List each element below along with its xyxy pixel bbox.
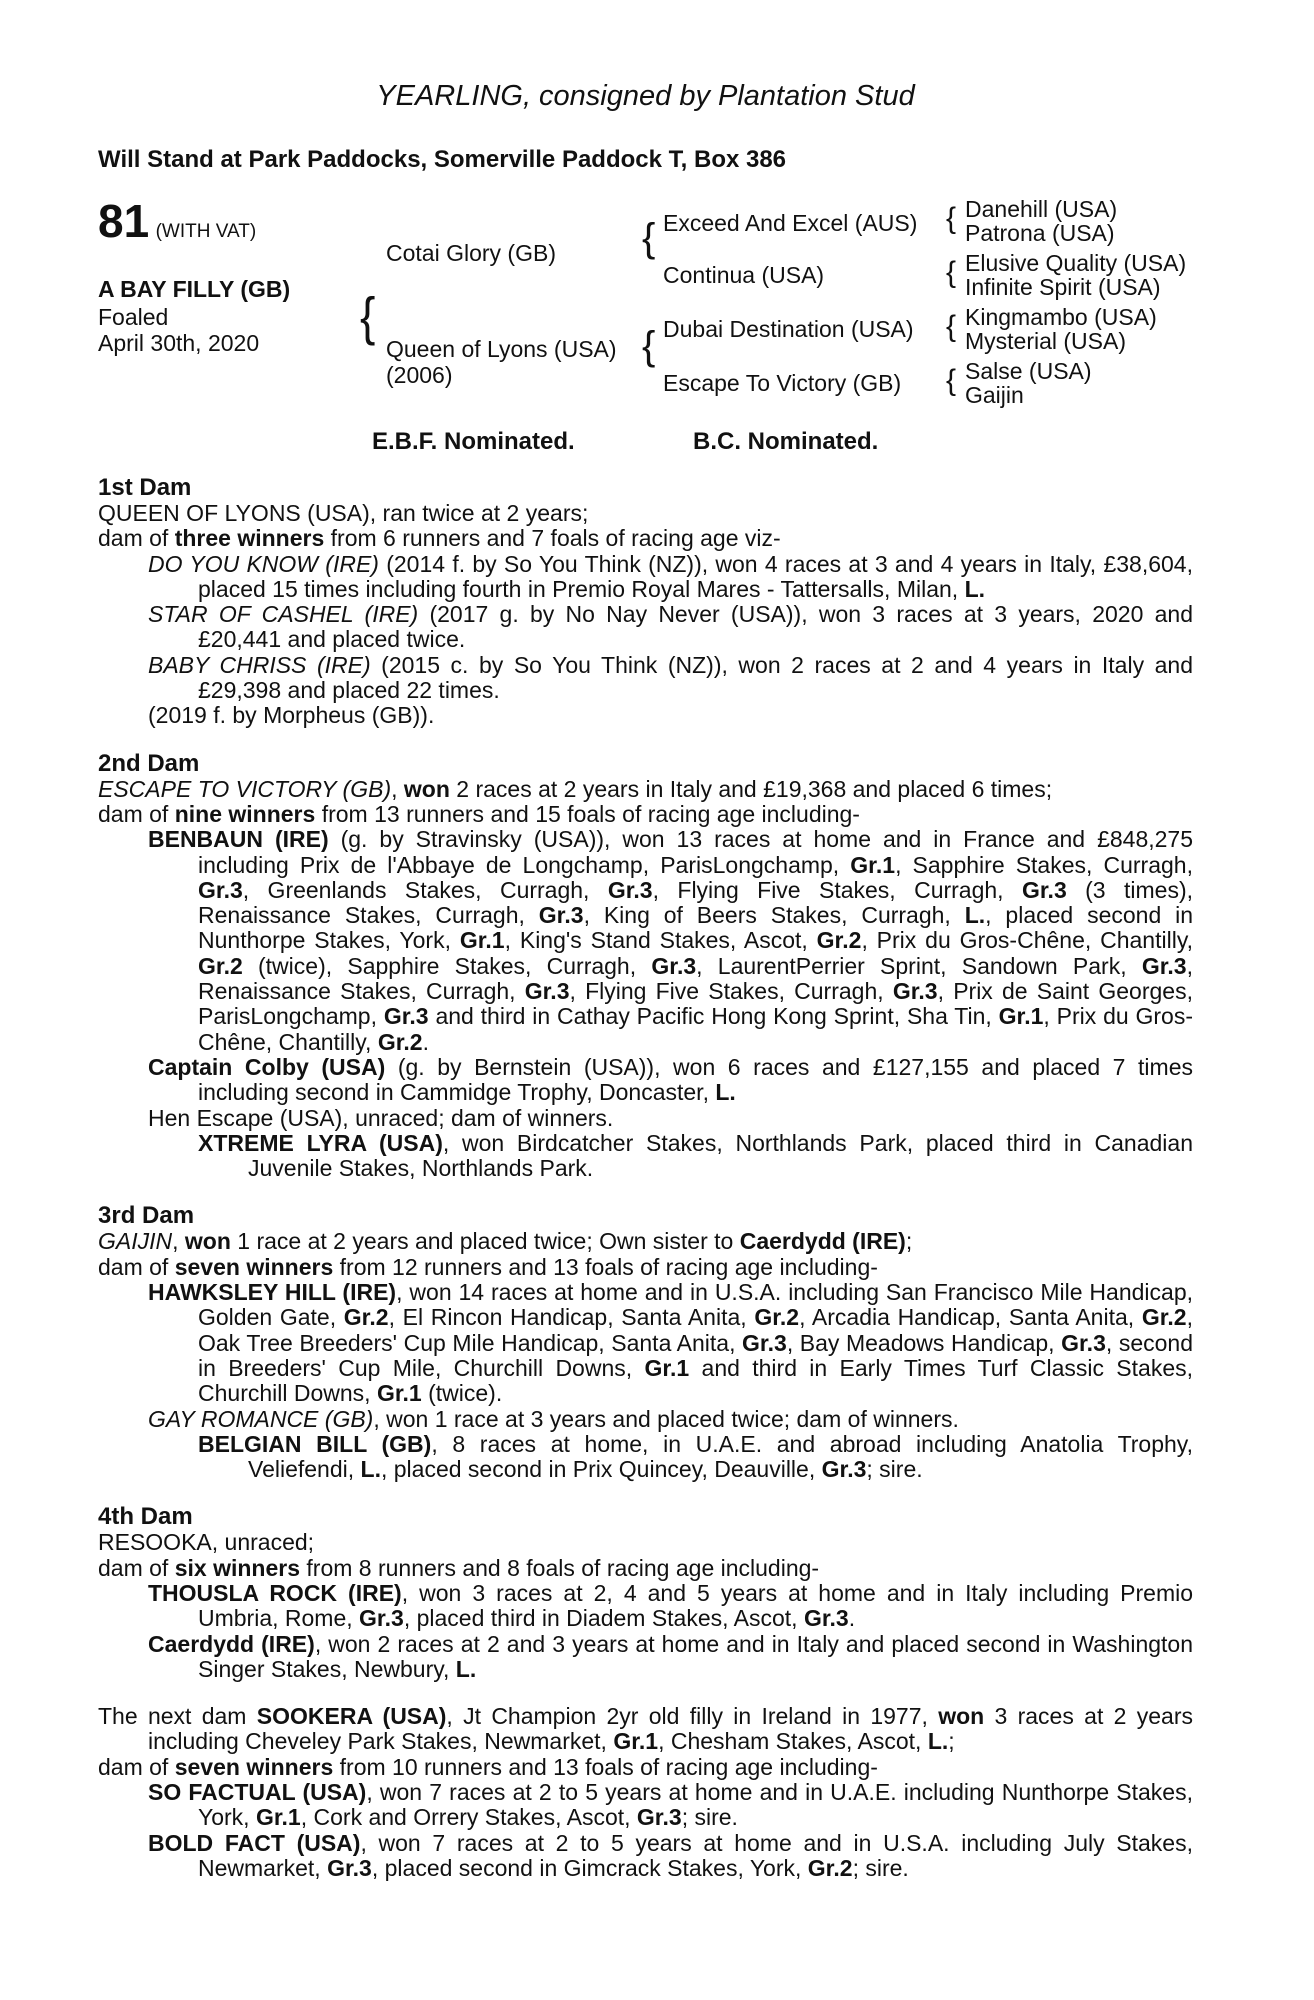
produce-do-you-know: DO YOU KNOW (IRE) (2014 f. by So You Think (NZ)), won 4 races at 3 and 4 years in Italy, £38,604, placed 15 times including fourth in Premio Royal Mares - Tattersalls, Milan, L.	[148, 550, 1193, 602]
brace-dam: {	[642, 324, 656, 368]
brace-dd: {	[946, 364, 957, 397]
vat-note: (WITH VAT)	[155, 221, 257, 242]
ds-dam: Mysterial (USA)	[965, 328, 1127, 354]
next-dam-name: The next dam SOOKERA (USA), Jt Champion 2yr old filly in Ireland in 1977, won 3 races at 2 years including Cheveley Park Stakes, Newmarket, Gr.1, Chesham Stakes, Ascot, L.;	[98, 1703, 1193, 1755]
produce-caerdydd: Caerdydd (IRE), won 2 races at 2 and 3 years at home and in Italy and placed second in Washington Singer Stakes, Newbury, L.	[148, 1630, 1193, 1682]
lot-number: 81	[98, 195, 150, 247]
produce-baby-chriss: BABY CHRISS (IRE) (2015 c. by So You Think (NZ)), won 2 races at 2 and 4 years in Italy and £29,398 and placed 22 times.	[148, 651, 1193, 704]
foaled-label: Foaled	[98, 304, 169, 330]
dam-dam: Escape To Victory (GB)	[663, 370, 902, 396]
brace-gen1: {	[360, 286, 376, 346]
produce-2019-filly: (2019 f. by Morpheus (GB)).	[148, 702, 435, 729]
dam-year: (2006)	[386, 362, 453, 388]
consignor-title: YEARLING, consigned by Plantation Stud	[376, 80, 915, 112]
dd-dam: Gaijin	[965, 382, 1024, 408]
first-dam-heading: 1st Dam	[98, 474, 192, 501]
ds-sire: Kingmambo (USA)	[965, 304, 1157, 330]
produce-hawksley-hill: HAWKSLEY HILL (IRE), won 14 races at home and in U.S.A. including San Francisco Mile Handicap, Golden Gate, Gr.2, El Rincon Handicap, Santa Anita, Gr.2, Arcadia Handicap, Santa Anita, Gr.2, Oak Tree Breeders' Cup Mile Handicap, Santa Anita, Gr.3, Bay Meadows Handicap, Gr.3, second in Breeders' Cup Mile, Churchill Downs, Gr.1 and third in Early Times Turf Classic Stakes, Churchill Downs, Gr.1 (twice).	[148, 1279, 1193, 1407]
produce-captain-colby: Captain Colby (USA) (g. by Bernstein (USA)), won 6 races and £127,155 and placed 7 times including second in Cammidge Trophy, Doncaster, L.	[148, 1053, 1193, 1106]
produce-so-factual: SO FACTUAL (USA), won 7 races at 2 to 5 years at home and in U.A.E. including Nunthorpe Stakes, York, Gr.1, Cork and Orrery Stakes, Ascot, Gr.3; sire.	[148, 1779, 1193, 1831]
third-dam-section	[98, 1203, 1193, 1482]
produce-benbaun: BENBAUN (IRE) (g. by Stravinsky (USA)), won 13 races at home and in France and £848,275 including Prix de l'Abbaye de Longchamp, ParisLongchamp, Gr.1, Sapphire Stakes, Curragh, Gr.3, Greenlands Stakes, Curragh, Gr.3, Flying Five Stakes, Curragh, Gr.3 (3 times), Renaissance Stakes, Curragh, Gr.3, King of Beers Stakes, Curragh, L., placed second in Nunthorpe Stakes, York, Gr.1, King's Stand Stakes, Ascot, Gr.2, Prix du Gros-Chêne, Chantilly, Gr.2 (twice), Sapphire Stakes, Curragh, Gr.3, LaurentPerrier Sprint, Sandown Park, Gr.3, Renaissance Stakes, Curragh, Gr.3, Flying Five Stakes, Curragh, Gr.3, Prix de Saint Georges, ParisLongchamp, Gr.3 and third in Cathay Pacific Hong Kong Sprint, Sha Tin, Gr.1, Prix du Gros-Chêne, Chantilly, Gr.2.	[148, 826, 1194, 1055]
third-dam-summary: dam of seven winners from 12 runners and 13 foals of racing age including-	[98, 1253, 878, 1280]
produce-hen-escape: Hen Escape (USA), unraced; dam of winners.	[148, 1104, 614, 1131]
produce-xtreme-lyra: XTREME LYRA (USA), won Birdcatcher Stakes, Northlands Park, placed third in Canadian Juvenile Stakes, Northlands Park.	[198, 1129, 1193, 1182]
second-dam-name: ESCAPE TO VICTORY (GB), won 2 races at 2 years in Italy and £19,368 and placed 6 times;	[98, 775, 1053, 802]
bc-nominated: B.C. Nominated.	[693, 428, 879, 455]
brace-ds: {	[946, 310, 957, 343]
dam: Queen of Lyons (USA)	[386, 336, 617, 362]
second-dam-section	[98, 751, 1193, 1182]
next-dam-summary: dam of seven winners from 10 runners and 13 foals of racing age including-	[98, 1753, 878, 1780]
sire: Cotai Glory (GB)	[386, 240, 556, 266]
produce-belgian-bill: BELGIAN BILL (GB), 8 races at home, in U.A.E. and abroad including Anatolia Trophy, Veliefendi, L., placed second in Prix Quincey, Deauville, Gr.3; sire.	[198, 1430, 1193, 1483]
sd-dam: Infinite Spirit (USA)	[965, 274, 1161, 300]
fourth-dam-heading: 4th Dam	[98, 1503, 193, 1531]
lot-name: A BAY FILLY (GB)	[98, 276, 291, 302]
third-dam-name: GAIJIN, won 1 race at 2 years and placed twice; Own sister to Caerdydd (IRE);	[98, 1228, 913, 1255]
brace-sire: {	[642, 216, 656, 260]
sire-sire: Exceed And Excel (AUS)	[663, 210, 918, 236]
stand-location: Will Stand at Park Paddocks, Somerville Paddock T, Box 386	[98, 146, 787, 173]
first-dam-summary: dam of three winners from 6 runners and 7 foals of racing age viz-	[98, 525, 781, 552]
dam-sire: Dubai Destination (USA)	[663, 316, 914, 342]
next-dam-section	[98, 1704, 1193, 1881]
produce-thousla-rock: THOUSLA ROCK (IRE), won 3 races at 2, 4 and 5 years at home and in Italy including Premio Umbria, Rome, Gr.3, placed third in Diadem Stakes, Ascot, Gr.3.	[148, 1579, 1194, 1632]
sire-dam: Continua (USA)	[663, 262, 825, 288]
brace-ss: {	[946, 202, 957, 235]
ebf-nominated: E.B.F. Nominated.	[372, 428, 575, 455]
ss-dam: Patrona (USA)	[965, 220, 1115, 246]
foaled-date: April 30th, 2020	[98, 330, 260, 356]
produce-bold-fact: BOLD FACT (USA), won 7 races at 2 to 5 years at home and in U.S.A. including July Stakes, Newmarket, Gr.3, placed second in Gimcrack Stakes, York, Gr.2; sire.	[148, 1829, 1193, 1881]
fourth-dam-section	[98, 1504, 1193, 1682]
first-dam-name: QUEEN OF LYONS (USA), ran twice at 2 years;	[98, 500, 589, 526]
second-dam-heading: 2nd Dam	[98, 749, 200, 777]
lot-number-line	[98, 195, 257, 247]
produce-star-of-cashel: STAR OF CASHEL (IRE) (2017 g. by No Nay Never (USA)), won 3 races at 3 years, 2020 and £20,441 and placed twice.	[148, 601, 1193, 653]
fourth-dam-name: RESOOKA, unraced;	[98, 1529, 315, 1556]
brace-sd: {	[946, 256, 957, 289]
third-dam-heading: 3rd Dam	[98, 1202, 195, 1230]
ss-sire: Danehill (USA)	[965, 196, 1118, 222]
fourth-dam-summary: dam of six winners from 8 runners and 8 foals of racing age including-	[98, 1554, 820, 1581]
first-dam-section	[98, 475, 1193, 729]
second-dam-summary: dam of nine winners from 13 runners and 15 foals of racing age including-	[98, 800, 860, 827]
catalogue-page	[98, 78, 1193, 1881]
pedigree-block	[98, 195, 1193, 463]
sd-sire: Elusive Quality (USA)	[965, 250, 1187, 276]
dd-sire: Salse (USA)	[965, 358, 1092, 384]
produce-gay-romance: GAY ROMANCE (GB), won 1 race at 3 years and placed twice; dam of winners.	[148, 1405, 959, 1432]
